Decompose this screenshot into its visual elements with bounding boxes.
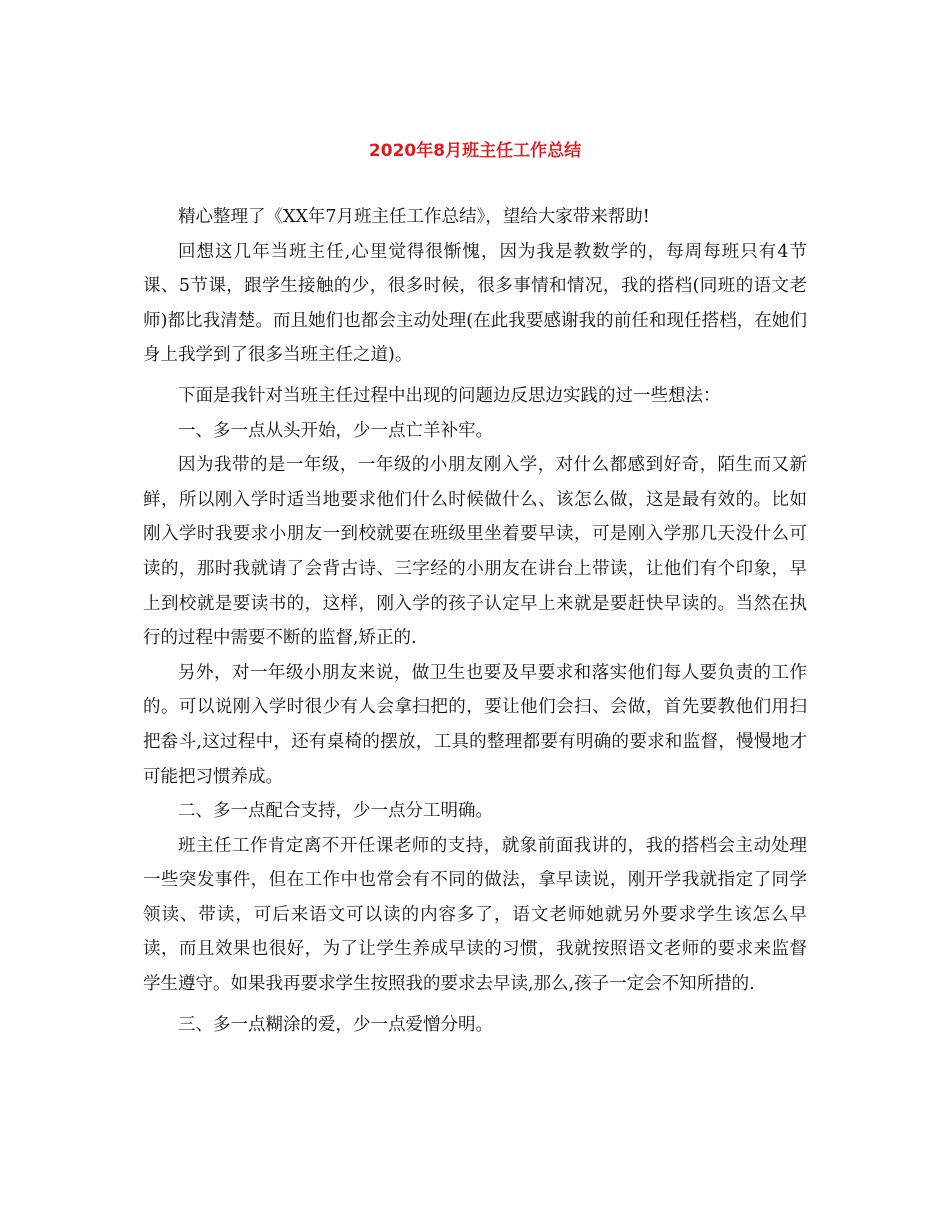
paragraph-section-1-body: 因为我带的是一年级，一年级的小朋友刚入学，对什么都感到好奇，陌生而又新鲜，所以刚入学时适当地要求他们什么时候做什么、该怎么做，这是最有效的。比如刚入学时我要求小朋友一到校就要在班级里坐着要早读，可是刚入学那几天没什么可读的，那时我就请了会背古诗、三字经的小朋友在讲台上带读，让他们有个印象，早上到校就是要读书的，这样，刚入学的孩子认定早上来就是要赶快早读的。当然在执行的过程中需要不断的监督,矫正的. <box>143 455 807 649</box>
paragraph-reflection: 回想这几年当班主任,心里觉得很惭愧，因为我是教数学的，每周每班只有4节课、5节课，跟学生接触的少，很多时候，很多事情和情况，我的搭档(同班的语文老师)都比我清楚。而且她们也都会主动处理(在此我要感谢我的前任和现任搭档，在她们身上我学到了很多当班主任之道)。 <box>143 241 807 366</box>
section-heading-1: 一、多一点从头开始，少一点亡羊补牢。 <box>178 420 493 441</box>
paragraph-intro: 精心整理了《XX年7月班主任工作总结》，望给大家带来帮助! <box>178 207 650 227</box>
paragraph-section-2-body: 班主任工作肯定离不开任课老师的支持，就象前面我讲的，我的搭档会主动处理一些突发事件，但在工作中也常会有不同的做法，拿早读说，刚开学我就指定了同学领读、带读，可后来语文可以读的内容多了，语文老师她就另外要求学生该怎么早读，而且效果也很好，为了让学生养成早读的习惯，我就按照语文老师的要求来监督学生遵守。如果我再要求学生按照我的要求去早读,那么,孩子一定会不知所措的. <box>143 835 807 995</box>
document-body <box>143 200 807 1042</box>
section-heading-3: 三、多一点糊涂的爱，少一点爱憎分明。 <box>178 1014 493 1035</box>
paragraph-lead-in: 下面是我针对当班主任过程中出现的问题边反思边实践的过一些想法： <box>178 385 721 406</box>
document-title: 2020年8月班主任工作总结 <box>368 141 582 161</box>
section-heading-2: 二、多一点配合支持，少一点分工明确。 <box>178 801 493 822</box>
paragraph-section-1-extra: 另外，对一年级小朋友来说，做卫生也要及早要求和落实他们每人要负责的工作的。可以说刚入学时很少有人会拿扫把的，要让他们会扫、会做，首先要教他们用扫把畚斗,这过程中，还有桌椅的摆放，工具的整理都要有明确的要求和监督，慢慢地才可能把习惯养成。 <box>143 662 807 787</box>
